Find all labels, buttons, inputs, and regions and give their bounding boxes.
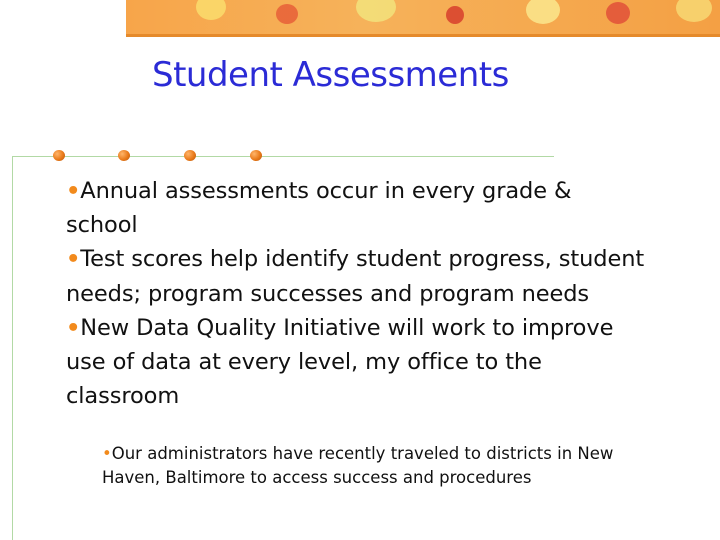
bullet-text: Annual assessments occur in every grade & school (66, 178, 572, 239)
header-banner (126, 0, 720, 37)
sub-bullet-marker: • (102, 444, 112, 463)
vertical-divider (12, 156, 13, 540)
flower-decoration (356, 0, 396, 22)
bullet-marker: • (66, 314, 81, 341)
horizontal-divider (12, 156, 554, 157)
bullet-text: Test scores help identify student progress, student needs; program successes and program needs (66, 246, 645, 307)
orange-dot-icon (184, 150, 196, 161)
bullet-item (66, 242, 646, 310)
sub-bullet-text: Our administrators have recently traveled to districts in New Haven, Baltimore to access success and procedures (102, 444, 614, 487)
flower-decoration (676, 0, 712, 22)
bullet-item (66, 311, 646, 414)
slide-title: Student Assessments (152, 55, 509, 95)
orange-dot-icon (250, 150, 262, 161)
banner-underline (126, 34, 720, 37)
orange-dot-icon (118, 150, 130, 161)
bullet-marker: • (66, 246, 81, 273)
sub-bullet-item (102, 442, 642, 489)
bullet-marker: • (66, 178, 81, 204)
bullet-text: New Data Quality Initiative will work to improve use of data at every level, my office to the classroom (66, 314, 614, 410)
bullet-item (66, 174, 646, 242)
flower-decoration (276, 4, 298, 24)
flower-decoration (606, 2, 630, 24)
flower-decoration (196, 0, 226, 20)
bullet-list (66, 174, 646, 413)
orange-dot-icon (53, 150, 65, 161)
flower-decoration (446, 6, 464, 24)
flower-decoration (526, 0, 560, 24)
